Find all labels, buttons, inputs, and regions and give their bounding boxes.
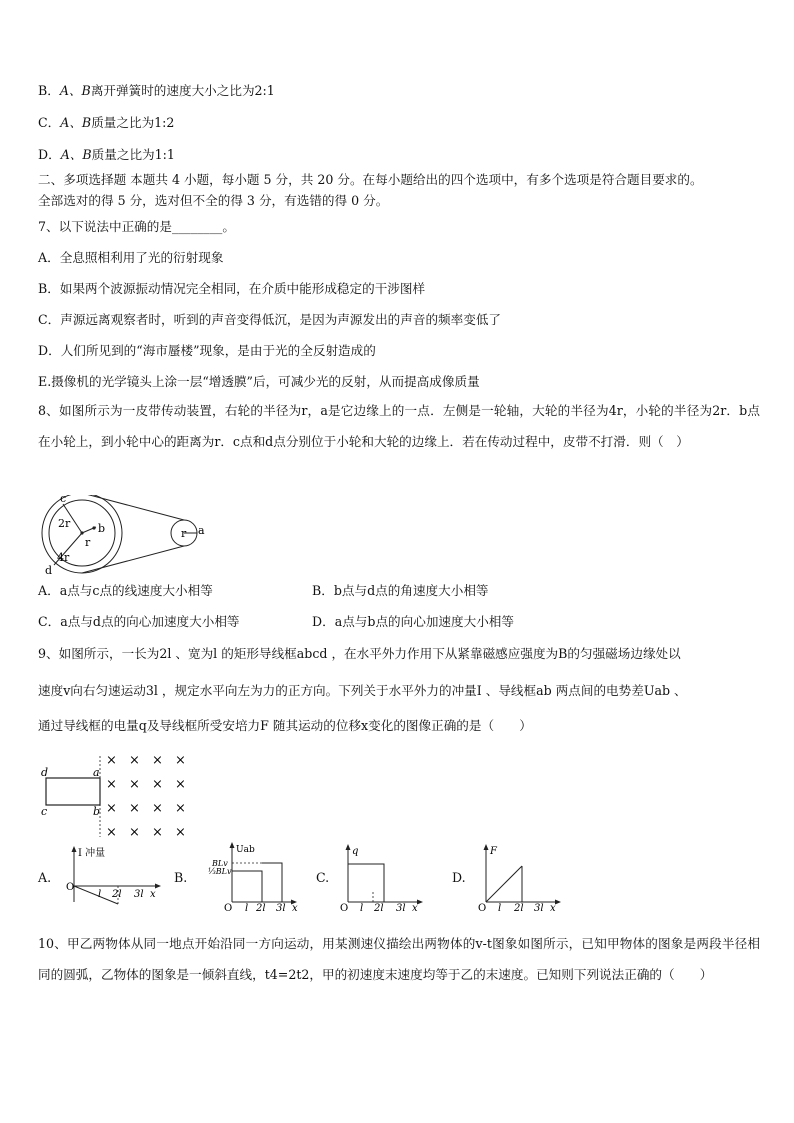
graph-c-xlabel: x xyxy=(412,903,418,912)
fig-label-4r: 4r xyxy=(57,551,70,564)
graph-c-tick-2l: 2l xyxy=(374,903,384,912)
fig-label-b: b xyxy=(98,522,106,535)
graph-d-tick-2l: 2l xyxy=(514,903,524,912)
graph-c-tick-3l: 3l xyxy=(396,903,406,912)
q9-graph-c xyxy=(340,842,430,912)
q9-graph-d-letter: D. xyxy=(452,870,466,885)
graph-a-tick-l: l xyxy=(98,889,102,900)
q9-graph-d xyxy=(478,842,568,912)
frame-label-a: a xyxy=(93,766,100,779)
field-cross: × xyxy=(175,777,186,792)
graph-a-tick-3l: 3l xyxy=(134,889,144,900)
prev-option-b: B．A、B离开弹簧时的速度大小之比为2:1 xyxy=(38,83,275,98)
graph-a-ylabel: I 冲量 xyxy=(78,848,106,859)
graph-b-tick-3l: 3l xyxy=(276,903,286,912)
field-cross: × xyxy=(129,777,140,792)
field-cross: × xyxy=(175,825,186,840)
graph-b-ylabel-third: ⅓BLv xyxy=(208,867,232,876)
q9-graph-a-letter: A. xyxy=(38,870,52,885)
graph-b-xlabel: x xyxy=(292,903,298,912)
graph-b-ylabel: Uab xyxy=(236,845,255,855)
prev-option-c: C．A、B质量之比为1:2 xyxy=(38,115,175,130)
field-cross: × xyxy=(106,801,117,816)
prev-option-d: D．A、B质量之比为1:1 xyxy=(38,147,175,162)
q9-stem-line2: 速度v向右匀速运动3l ，规定水平向左为力的正方向。下列关于水平外力的冲量I 、导线框ab 两点间的电势差Uab 、 xyxy=(38,683,687,698)
graph-a-tick-2l: 2l xyxy=(112,889,122,900)
q8-option-a: A．a点与c点的线速度大小相等 xyxy=(38,583,213,598)
fig-label-r: r xyxy=(85,536,91,549)
field-cross: × xyxy=(129,753,140,768)
graph-d-tick-l: l xyxy=(498,903,502,912)
q7-option-e: E.摄像机的光学镜头上涂一层“增透膜”后，可减少光的反射，从而提高成像质量 xyxy=(38,374,480,389)
graph-c-ylabel: q xyxy=(352,846,359,857)
field-cross: × xyxy=(106,753,117,768)
q10-stem: 10、甲乙两物体从同一地点开始沿同一方向运动，用某测速仪描绘出两物体的v-t图象如图所示，已知甲物体的图象是两段半径相同的圆弧，乙物体的图象是一倾斜直线，t4=2t2，甲的初速度末速度均等于乙的末速度。已知则下列说法正确的（ ） xyxy=(38,936,760,982)
field-cross: × xyxy=(152,825,163,840)
graph-d-ylabel: F xyxy=(490,846,497,857)
q8-option-c: C．a点与d点的向心加速度大小相等 xyxy=(38,614,240,629)
field-cross: × xyxy=(106,777,117,792)
field-cross: × xyxy=(152,801,163,816)
graph-c-tick-l: l xyxy=(360,903,364,912)
graph-b-origin: O xyxy=(224,903,233,912)
section-instructions: 全部选对的得 5 分，选对但不全的得 3 分，有选错的得 0 分。 xyxy=(38,193,389,208)
field-cross: × xyxy=(175,753,186,768)
q8-pulley-figure xyxy=(38,495,218,575)
graph-d-tick-3l: 3l xyxy=(534,903,544,912)
graph-a-origin: O xyxy=(66,882,75,893)
q9-graph-c-letter: C. xyxy=(316,870,330,885)
graph-a-xlabel: x xyxy=(150,889,156,900)
frame-label-c: c xyxy=(41,805,48,818)
q7-option-a: A．全息照相利用了光的衍射现象 xyxy=(38,250,224,265)
q7-stem: 7、以下说法中正确的是________。 xyxy=(38,219,235,234)
q9-stem-line3: 通过导线框的电量q及导线框所受安培力F 随其运动的位移x变化的图像正确的是（ ） xyxy=(38,718,532,733)
q9-graph-b-letter: B. xyxy=(174,870,188,885)
field-cross: × xyxy=(152,753,163,768)
fig-label-2r: 2r xyxy=(58,517,71,530)
q9-graph-a xyxy=(66,844,164,910)
graph-d-xlabel: x xyxy=(550,903,556,912)
q9-graph-b xyxy=(192,840,302,912)
fig-label-c: c xyxy=(60,495,67,505)
graph-d-origin: O xyxy=(478,903,487,912)
graph-b-tick-l: l xyxy=(245,903,249,912)
q8-stem: 8、如图所示为一皮带传动装置，右轮的半径为r，a是它边缘上的一点．左侧是一轮轴，大轮的半径为4r，小轮的半径为2r．b点在小轮上，到小轮中心的距离为r．c点和d点分别位于小轮和大轮的边缘上．若在传动过程中，皮带不打滑．则（ ） xyxy=(38,403,760,449)
graph-b-tick-2l: 2l xyxy=(256,903,266,912)
frame-label-b: b xyxy=(93,805,101,818)
fig-label-d: d xyxy=(45,564,53,575)
graph-b-ylabel-blv: BLv xyxy=(212,859,228,868)
q7-option-d: D．人们所见到的“海市蜃楼”现象，是由于光的全反射造成的 xyxy=(38,343,376,358)
fig-label-r-right: r xyxy=(181,527,187,540)
q9-frame-figure xyxy=(38,752,198,842)
field-cross: × xyxy=(152,777,163,792)
frame-label-d: d xyxy=(41,766,49,779)
q7-option-b: B．如果两个波源振动情况完全相同，在介质中能形成稳定的干涉图样 xyxy=(38,281,426,296)
fig-label-a: a xyxy=(198,524,205,537)
section-heading: 二、多项选择题 本题共 4 小题，每小题 5 分，共 20 分。在每小题给出的四个选项中，有多个选项是符合题目要求的。 xyxy=(38,172,703,187)
q7-option-c: C．声源远离观察者时，听到的声音变得低沉，是因为声源发出的声音的频率变低了 xyxy=(38,312,502,327)
field-cross: × xyxy=(129,825,140,840)
field-cross: × xyxy=(175,801,186,816)
q9-stem-line1: 9、如图所示，一长为2l 、宽为l 的矩形导线框abcd ，在水平外力作用下从紧靠磁感应强度为B的匀强磁场边缘处以 xyxy=(38,646,681,661)
magnetic-field-crosses xyxy=(106,753,186,840)
field-cross: × xyxy=(106,825,117,840)
q8-option-b: B．b点与d点的角速度大小相等 xyxy=(312,583,489,598)
q8-option-d: D．a点与b点的向心加速度大小相等 xyxy=(312,614,514,629)
graph-c-origin: O xyxy=(340,903,349,912)
field-cross: × xyxy=(129,801,140,816)
